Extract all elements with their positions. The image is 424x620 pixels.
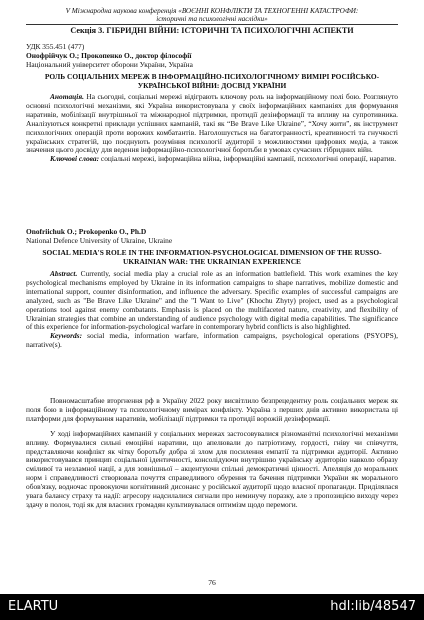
header-line-2: історичні та психологічні наслідки» [156, 15, 268, 24]
authors-en: Onofriichuk O.; Prokopenko O., Ph.D [26, 227, 147, 236]
affiliation-ua: Національний університет оборони України, Україна [26, 59, 193, 69]
keywords-ua-label: Ключові слова: [50, 154, 100, 164]
header-line-1: V Міжнародна наукова конференція «ВОЄННІ КОНФЛІКТИ ТА ТЕХНОГЕННІ КАТАСТРОФИ: [65, 7, 359, 15]
abstract-en-text: Currently, social media play a crucial role as an information battlefield. This work examines the key psychological mechanisms employed by Ukraine in its information campaigns to shape narratives, mobilize domestic and international support, counter disinformation, and influence the adversary. Specific examples of successful campaigns are analyzed, such as "Be Brave Like Ukraine" and the "I Want to Live" (Khochu Zhyty) project, used as a psychological operations tool against enemy combatants. Emphasis is placed on the multifaceted nature, creativity, and flexibility of Ukrainian strategies that combine an understanding of audience psychology with digital media capabilities. The significance of this experience for information-psychological warfare in contemporary hybrid conflicts is also highlighted. [26, 269, 398, 332]
paper-title-en: SOCIAL MEDIA'S ROLE IN THE INFORMATION-PSYCHOLOGICAL DIMENSION OF THE RUSSO-UKRAINIAN WAR: THE UKRAINIAN EXPERIENCE [42, 248, 382, 266]
authors-ua: Онофрійчук О.; Прокопенко О., доктор філософії [26, 50, 192, 60]
keywords-ua-text: соціальні мережі, інформаційна війна, інформаційні кампанії, психологічні операції, наратив. [99, 154, 397, 164]
section-title: Секція 3. ГІБРИДНІ ВІЙНИ: ІСТОРИЧНІ ТА ПСИХОЛОГІЧНІ АСПЕКТИ [70, 26, 354, 35]
affiliation-en: National Defence University of Ukraine, Ukraine [26, 235, 173, 245]
author-block-en [26, 228, 398, 246]
viewer-footer-bar [0, 594, 424, 620]
body-paragraph-2: У ході інформаційних кампаній у соціальних мережах застосовувалися різноманітні психологічні механізми впливу. Формувалися сильні емоційні наративи, що апелювали до патріотизму, гордості, гніву чи співчуття, представляючи конфлікт як чітку боротьбу добра зі злом для посилення емпатії та підтримки аудиторії. Активно використовувався принцип соціальної ідентичності, консолідуючи внутрішню українську аудиторію навколо образу сміливої та незламної нації, а для зовнішньої – акцентуючи спільні демократичні цінності. Апеляція до моральних норм і справедливості створювала почуття справедливого обурення та бачення підтримки України як морального обов'язку, водночас провокуючи когнітивний дисонанс у російської аудиторії щодо власної пропаганди. Приділялася увага балансу страху та надії: агресору надсилалися сигнали про неминучу поразку, але з пропозицією виходу через здачу в полон, тоді як для власних громадян культивувалася оптимізм щодо перемоги. [26, 428, 398, 509]
abstract-ua-text: На сьогодні, соціальні мережі відіграють ключову роль на інформаційному полі бою. Розглянуто основні психологічні механізми, які Україна використовувала у своїх інформаційних кампаніях для формування наративів, мобілізації внутрішньої та міжнародної підтримки, протидії дезінформації та впливу на супротивника. Аналізуються конкретні приклади успішних кампаній, такі як “Be Brave Like Ukraine”, “Хочу жити”, як інструмент психологічних операцій проти ворожих комбатантів. Наголошується на багатогранності, креативності та гнучкості українських стратегій, що поєднують розуміння психології аудиторії з можливостями цифрових медіа, а також значення цього досвіду для ведення інформаційно-психологічної боротьби в умовах сучасних гібридних війн. [26, 92, 398, 155]
handle-label: hdl:lib/48547 [330, 599, 416, 614]
header-rule [26, 24, 398, 25]
keywords-en-label: Keywords: [50, 331, 83, 341]
keywords-en-text: social media, information warfare, information campaigns, psychological operations (PSYOPS), narrative(s). [26, 331, 398, 350]
running-header [8, 7, 416, 24]
abstract-en-label: Abstract. [50, 269, 78, 278]
abstract-ua-label: Анотація. [50, 92, 84, 101]
abstract-en [26, 270, 398, 350]
page-number: 76 [208, 578, 216, 587]
abstract-ua [26, 93, 398, 164]
repository-label: ELARTU [8, 599, 59, 614]
paper-title-ua: РОЛЬ СОЦІАЛЬНИХ МЕРЕЖ В ІНФОРМАЦІЙНО-ПСИХОЛОГІЧНОМУ ВИМІРІ РОСІЙСЬКО-УКРАЇНСЬКОЇ ВІЙНИ: ДОСВІД УКРАЇНИ [44, 72, 380, 90]
body-paragraph-1: Повномасштабне вторгнення рф в Україну 2022 року висвітлило безпрецедентну роль соціальних мереж як поля бою в інформаційному та психологічному вимірах конфлікту. Україна з перших днів активно використала ці платформи для формування наративів, мобілізації підтримки та протидії ворожій дезінформації. [26, 396, 398, 423]
author-block-ua [26, 43, 398, 70]
body-text [26, 397, 398, 510]
udc-code: УДК 355.451 (477) [26, 42, 85, 51]
